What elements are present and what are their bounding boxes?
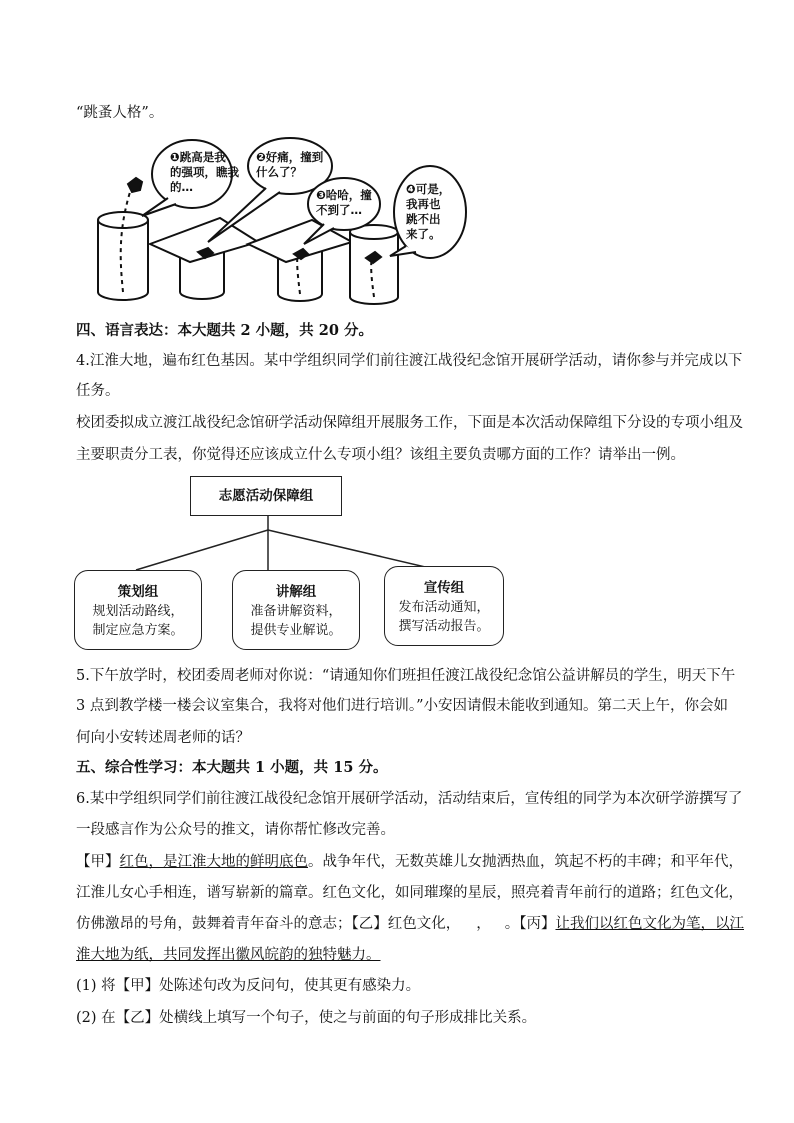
bubble-4-line: 我再也 (406, 197, 441, 211)
bubble-1-line: 的强项，瞧我 (170, 165, 239, 179)
bubble-4-line: ❹可是， (406, 182, 451, 196)
org-root-title: 志愿活动保障组 (218, 488, 314, 504)
org-child-duty: 制定应急方案。 (92, 623, 184, 638)
passage-text: ， (476, 916, 491, 932)
org-child-title: 讲解组 (275, 584, 317, 600)
org-child-box (232, 570, 360, 650)
passage-text: 。【丙】 (504, 916, 556, 932)
sentence-bing: 让我们以红色文化为笔，以江 (555, 916, 744, 932)
q6-text: 6.某中学组织同学们前往渡江战役纪念馆开展研学活动，活动结束后，宣传组的同学为本次研学游撰写了 (76, 791, 743, 807)
q4-text: 校团委拟成立渡江战役纪念馆研学活动保障组开展服务工作，下面是本次活动保障组下分设的专项小组及 (76, 415, 743, 431)
sub-question-2: (2) 在【乙】处横线上填写一个句子，使之与前面的句子形成排比关系。 (76, 1010, 537, 1026)
cylinder-1 (98, 178, 148, 300)
org-child-box (384, 566, 504, 646)
bubble-1-line: 的… (170, 180, 193, 194)
fragment-text: “跳蚤人格”。 (76, 105, 164, 121)
passage-text: 仿佛激昂的号角，鼓舞着青年奋斗的意志；【乙】红色文化， (76, 916, 461, 932)
org-child-duty: 准备讲解资料， (250, 604, 342, 619)
q5-text: 3 点到教学楼一楼会议室集合，我将对他们进行培训。”小安因请假未能收到通知。第二天上午，你会如 (76, 698, 728, 714)
q4-text: 4.江淮大地，遍布红色基因。某中学组织同学们前往渡江战役纪念馆开展研学活动，请你参与并完成以下 (76, 353, 743, 369)
cylinder-2 (150, 218, 258, 299)
section-5-heading: 五、综合性学习：本大题共 1 小题，共 15 分。 (76, 759, 388, 776)
sentence-jia: 红色，是江淮大地的鲜明底色 (119, 854, 308, 870)
org-child-duty: 规划活动路线， (92, 604, 184, 619)
sentence-bing: 淮大地为纸，共同发挥出徽风皖韵的独特魅力。 (76, 947, 381, 963)
section-4-heading: 四、语言表达：本大题共 2 小题，共 20 分。 (76, 322, 373, 339)
q4-text: 任务。 (76, 383, 120, 399)
passage-line-4 (76, 945, 381, 965)
passage-line-3 (76, 914, 744, 934)
bubble-2-line: ❷好痛，撞到 (256, 150, 324, 164)
passage-line-1 (76, 852, 743, 872)
sub-question-1: (1) 将【甲】处陈述句改为反问句，使其更有感染力。 (76, 978, 421, 994)
org-root-box (190, 476, 342, 516)
q6-text: 一段感言作为公众号的推文，请你帮忙修改完善。 (76, 822, 395, 838)
bubble-3-line: ❸哈哈，撞 (316, 188, 372, 202)
comic-illustration (80, 132, 560, 312)
org-child-title: 宣传组 (423, 580, 465, 596)
bubble-3-line: 不到了… (316, 203, 362, 217)
cylinder-3 (248, 220, 352, 301)
bubble-4-text (406, 182, 458, 242)
org-child-duty: 发布活动通知， (398, 600, 490, 615)
label-jia: 【甲】 (76, 854, 120, 870)
org-child-box (74, 570, 202, 650)
org-chart (72, 472, 512, 662)
bubble-4-line: 来了。 (406, 227, 441, 241)
bubble-3-text (316, 188, 378, 218)
passage-line-2: 江淮儿女心手相连，谱写崭新的篇章。红色文化，如同璀璨的星辰，照亮着青年前行的道路；红色文化， (76, 885, 743, 901)
bubble-4-line: 跳不出 (406, 212, 441, 226)
bubble-1-text (170, 150, 246, 195)
q5-text: 5.下午放学时，校团委周老师对你说：“请通知你们班担任渡江战役纪念馆公益讲解员的学生，明天下午 (76, 668, 736, 684)
org-child-title: 策划组 (117, 584, 159, 600)
passage-text: 。战争年代，无数英雄儿女抛洒热血，筑起不朽的丰碑；和平年代， (308, 854, 743, 870)
org-child-duty: 撰写活动报告。 (398, 619, 490, 634)
bubble-2-text (256, 150, 340, 180)
cylinder-4 (350, 225, 398, 304)
bubble-2-line: 什么了？ (256, 165, 302, 179)
q5-text: 何向小安转述周老师的话？ (76, 730, 250, 746)
bubble-1-line: ❶跳高是我 (170, 150, 226, 164)
q4-text: 主要职责分工表，你觉得还应该成立什么专项小组？该组主要负责哪方面的工作？请举出一例。 (76, 447, 685, 463)
org-child-duty: 提供专业解说。 (250, 623, 342, 638)
